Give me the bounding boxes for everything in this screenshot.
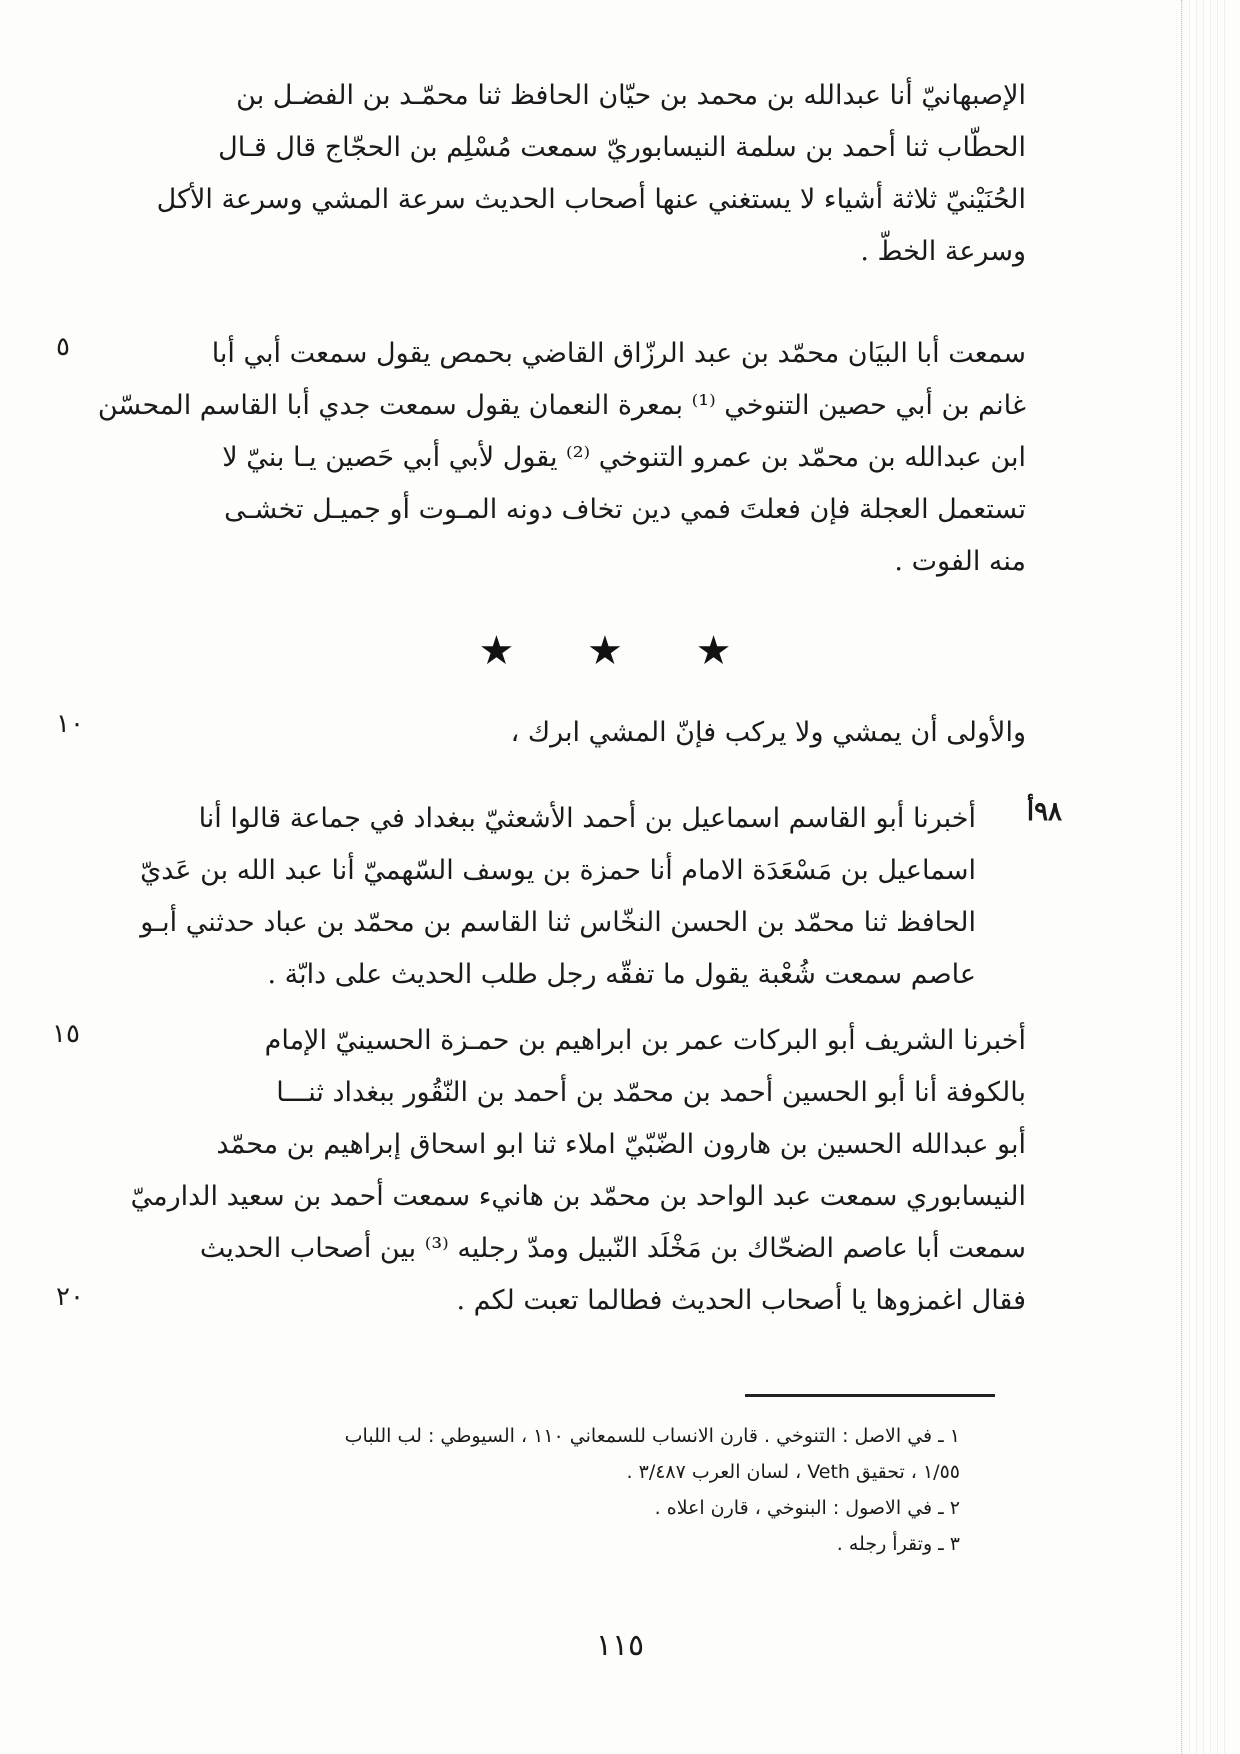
line-number-20: ٢٠ (56, 1282, 84, 1312)
scan-binding-edge (1181, 0, 1230, 1754)
text-line: أخبرنا الشريف أبو البركات عمر بن ابراهيم بن حمـزة الحسينيّ الإمام (264, 1025, 1026, 1056)
text-line: أخبرنا أبو القاسم اسماعيل بن أحمد الأشعثيّ ببغداد في جماعة قالوا أنا (198, 803, 976, 834)
text-line: أبو عبدالله الحسين بن هارون الضّبّيّ املاء ثنا ابو اسحاق إبراهيم بن محمّد (216, 1129, 1026, 1160)
text-line: النيسابوري سمعت عبد الواحد بن محمّد بن هانيء سمعت أحمد بن سعيد الدارميّ (130, 1181, 1026, 1212)
section-divider-stars: ★ ★ ★ (478, 628, 762, 674)
line-number-10: ١٠ (56, 709, 84, 739)
paragraph-5 (100, 1015, 1026, 1327)
text-line: الإصبهانيّ أنا عبدالله بن محمد بن حيّان الحافظ ثنا محمّـد بن الفضـل بن (236, 80, 1026, 111)
page-number: ١١٥ (595, 1628, 645, 1663)
footnote-1-continued: ١/٥٥ ، تحقيق Veth ، لسان العرب ٣/٤٨٧ . (626, 1461, 960, 1483)
paragraph-2 (96, 328, 1026, 588)
text-line: وسرعة الخطّ . (860, 236, 1026, 267)
footnote-1: ١ ـ في الاصل : التنوخي . قارن الانساب للسمعاني ١١٠ ، السيوطي : لب اللباب (344, 1425, 960, 1447)
text-line: عاصم سمعت شُعْبة يقول ما تفقّه رجل طلب الحديث على دابّة . (267, 959, 976, 990)
text-line: سمعت أبا عاصم الضحّاك بن مَخْلَد النّبيل ومدّ رجليه ⁽³⁾ بين أصحاب الحديث (199, 1233, 1026, 1264)
text-line: ابن عبدالله بن محمّد بن عمرو التنوخي ⁽²⁾ يقول لأبي أبي حَصين يـا بنيّ لا (222, 442, 1026, 473)
text-line: اسماعيل بن مَسْعَدَة الامام أنا حمزة بن يوسف السّهميّ أنا عبد الله بن عَديّ (140, 855, 976, 886)
paragraph-1 (96, 70, 1026, 278)
text-line: سمعت أبا البيَان محمّد بن عبد الرزّاق القاضي بحمص يقول سمعت أبي أبا (211, 338, 1026, 369)
line-number-5: ٥ (56, 332, 70, 362)
footnote-separator (745, 1394, 995, 1397)
paragraph-4 (96, 793, 976, 1001)
text-line: الحُنَيْنيّ ثلاثة أشياء لا يستغني عنها أصحاب الحديث سرعة المشي وسرعة الأكل (156, 184, 1026, 215)
line-number-15: ١٥ (52, 1019, 80, 1049)
text-line: تستعمل العجلة فإن فعلتَ فمي دين تخاف دونه المـوت أو جميـل تخشـى (224, 494, 1026, 525)
text-line: غانم بن أبي حصين التنوخي ⁽¹⁾ بمعرة النعمان يقول سمعت جدي أبا القاسم المحسّن (97, 390, 1026, 421)
footnote-2: ٢ ـ في الاصول : البنوخي ، قارن اعلاه . (654, 1497, 960, 1519)
folio-marker: ٩٨أ (1026, 797, 1062, 827)
text-line: والأولى أن يمشي ولا يركب فإنّ المشي ابرك ، (510, 717, 1026, 748)
footnotes (60, 1418, 960, 1562)
text-line: الحافظ ثنا محمّد بن الحسن النخّاس ثنا القاسم بن محمّد بن عباد حدثني أبـو (140, 907, 976, 938)
text-line: الحطّاب ثنا أحمد بن سلمة النيسابوريّ سمعت مُسْلِم بن الحجّاج قال قـال (218, 132, 1026, 163)
footnote-3: ٣ ـ وتقرأ رجله . (836, 1533, 960, 1555)
text-line: فقال اغمزوها يا أصحاب الحديث فطالما تعبت لكم . (456, 1285, 1026, 1316)
paragraph-3 (96, 707, 1026, 759)
text-line: منه الفوت . (894, 546, 1026, 577)
text-line: بالكوفة أنا أبو الحسين أحمد بن محمّد بن أحمد بن النّقُور ببغداد ثنـــا (276, 1077, 1026, 1108)
